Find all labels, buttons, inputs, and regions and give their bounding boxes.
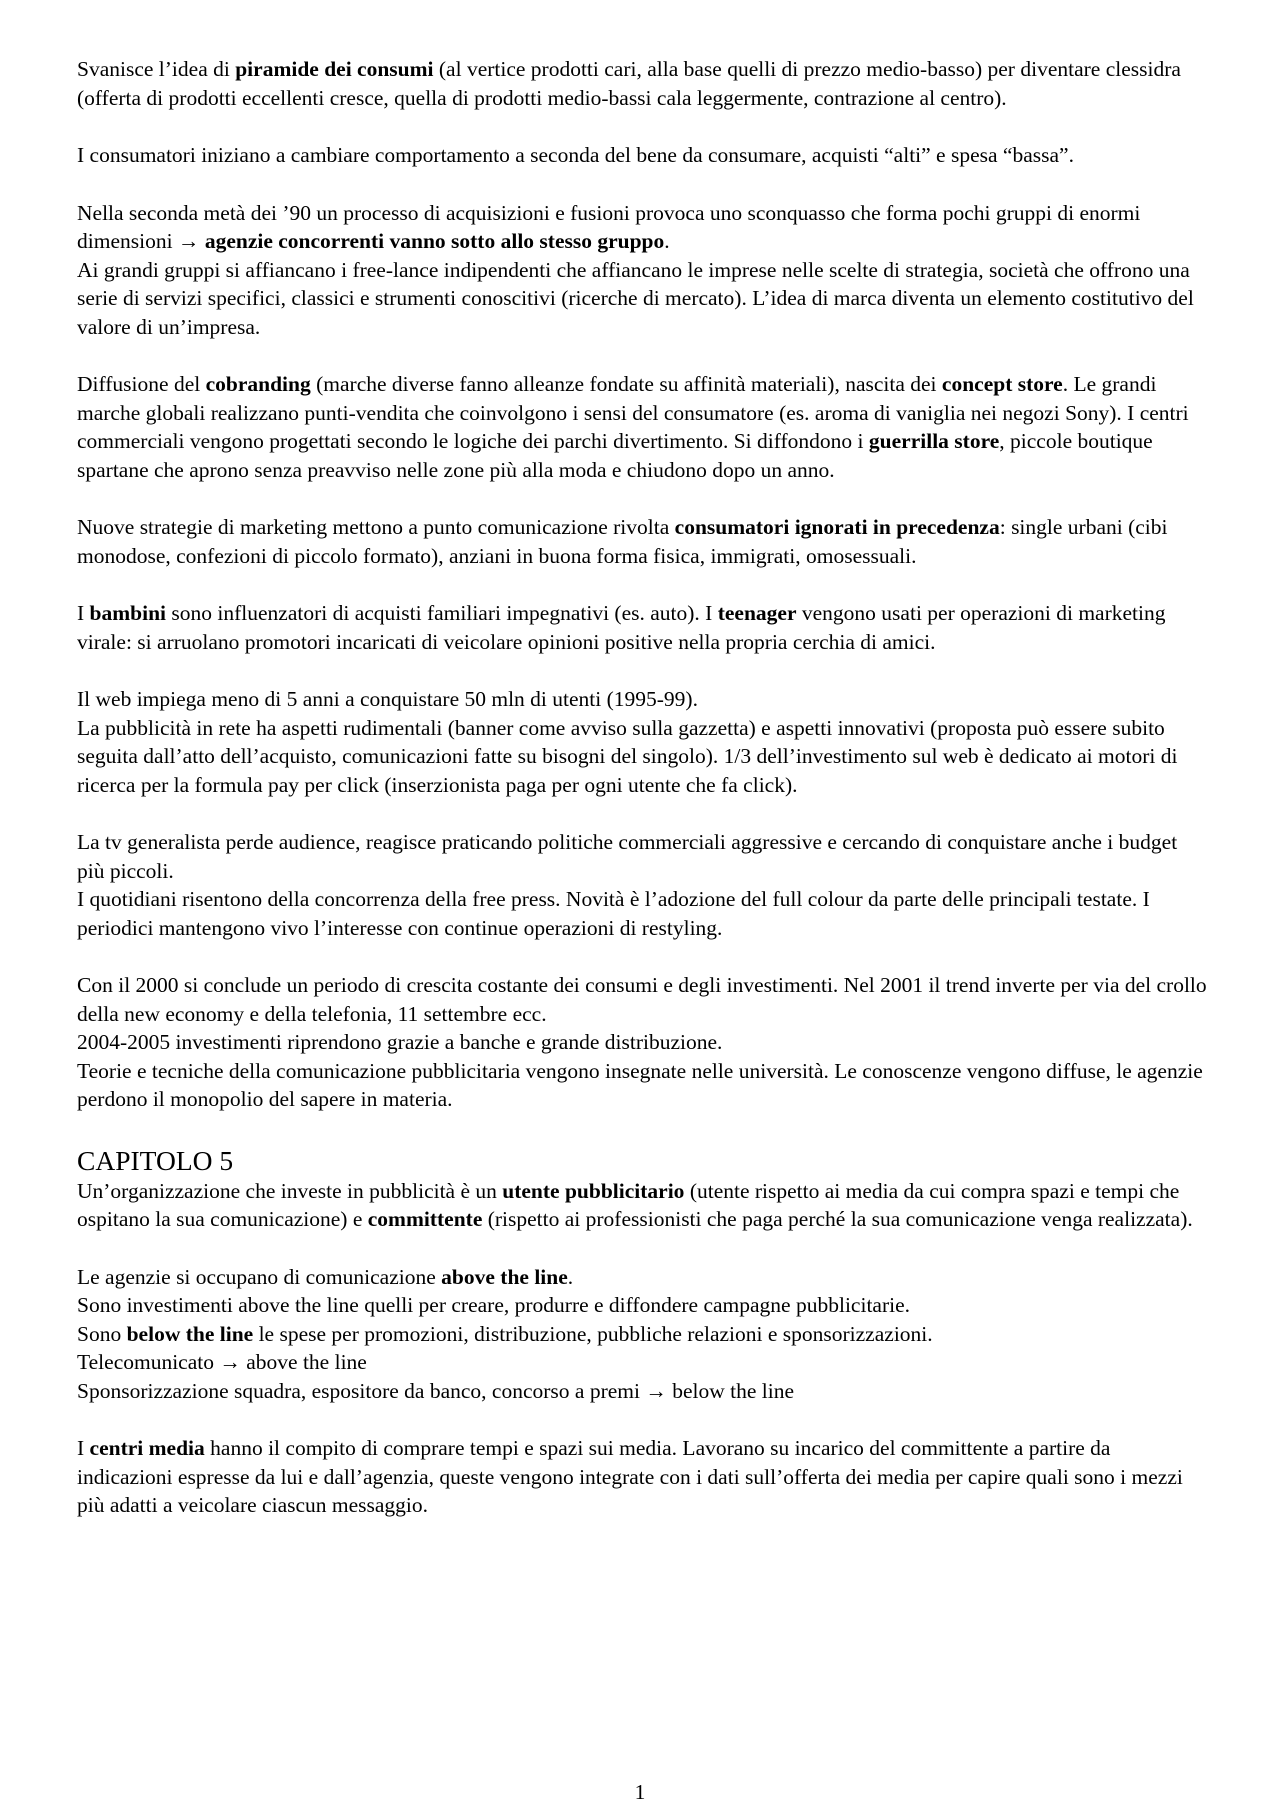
- bold-term: centri media: [89, 1436, 205, 1460]
- text-run: Teorie e tecniche della comunicazione pubblicitaria vengono insegnate nelle università. Le conoscenze vengono diffuse, le agenzie perdono il monopolio del sapere in materia.: [77, 1058, 1203, 1111]
- text-run: Con il 2000 si conclude un periodo di crescita costante dei consumi e degli investimenti. Nel 2001 il trend inverte per via del crollo della new economy e della telefonia, 11 settembre ecc.: [77, 973, 1207, 1026]
- text-run: (rispetto ai professionisti che paga perché la sua comunicazione venga realizzata).: [482, 1207, 1193, 1231]
- bold-term: above the line: [441, 1264, 568, 1289]
- text-run: Svanisce l’idea di: [77, 57, 236, 81]
- page-number: 1: [634, 1780, 646, 1804]
- text-run: La pubblicità in rete ha aspetti rudimentali (banner come avviso sulla gazzetta) e aspetti innovativi (proposta può essere subito seguita dall’atto dell’acquisto, comunicazioni fatte su bisogni del singolo). 1/3 dell’investimento sul web è dedicato ai motori di ricerca per la formula pay per click (inserzionista paga per ogni utente che fa click).: [77, 715, 1178, 797]
- text-run: Il web impiega meno di 5 anni a conquistare 50 mln di utenti (1995-99).: [77, 687, 698, 711]
- bold-term: piramide dei consumi: [235, 57, 434, 81]
- text-run: Nuove strategie di marketing mettono a punto comunicazione rivolta: [77, 515, 675, 539]
- paragraph-tv: [77, 828, 1207, 942]
- paragraph-acquisizioni: [77, 199, 1207, 342]
- paragraph-piramide: [77, 55, 1207, 112]
- bold-term: committente: [367, 1207, 483, 1231]
- bold-term: cobranding: [205, 372, 311, 396]
- bold-term: guerrilla store: [868, 429, 1000, 453]
- paragraph-utente: [77, 1177, 1207, 1234]
- text-run: (al vertice prodotti cari, alla base quelli di prezzo medio-basso) per diventare clessidra (offerta di prodotti eccellenti cresce, quella di prodotti medio-bassi cala leggermente, contrazione al centro).: [77, 57, 1181, 110]
- text-run: Ai grandi gruppi si affiancano i free-lance indipendenti che affiancano le imprese nelle scelte di strategia, società che offrono una serie di servizi specifici, classici e strumenti conoscitivi (ricerche di mercato). L’idea di marca diventa un elemento costitutivo del valore di un’impresa.: [77, 257, 1194, 339]
- paragraph-cobranding: [77, 370, 1207, 484]
- paragraph-above-below: [77, 1263, 1207, 1406]
- text-run: La tv generalista perde audience, reagisce praticando politiche commerciali aggressive e cercando di conquistare anche i budget più piccoli.: [77, 830, 1178, 883]
- paragraph-centri-media: [77, 1434, 1207, 1520]
- text-run: I: [77, 1436, 90, 1460]
- text-run: (utente rispetto ai media da cui compra spazi e tempi che ospitano la sua comunicazione) e: [77, 1178, 1180, 1231]
- text-run: hanno il compito di comprare tempi e spazi sui media. Lavorano su incarico del committente a partire da indicazioni espresse da lui e dall’agenzia, queste vengono integrate con i dati sull’offerta dei media per capire quali sono i mezzi più adatti a veicolare ciascun messaggio.: [77, 1436, 1183, 1517]
- text-run: .: [567, 1264, 574, 1289]
- text-run: Nella seconda metà dei ’90 un processo di acquisizioni e fusioni provoca uno sconquasso che forma pochi gruppi di enormi dimensioni →: [77, 200, 1141, 253]
- text-run: vengono usati per operazioni di marketing virale: si arruolano promotori incaricati di veicolare opinioni positive nella propria cerchia di amici.: [77, 601, 1166, 654]
- text-run: Diffusione del: [77, 372, 206, 396]
- bold-term: below the line: [126, 1321, 254, 1346]
- paragraph-2000: [77, 971, 1207, 1114]
- text-run: Sono: [77, 1321, 127, 1346]
- text-run: , piccole boutique spartane che aprono senza preavviso nelle zone più alla moda e chiudono dopo un anno.: [77, 429, 1153, 482]
- bold-term: teenager: [717, 601, 797, 625]
- bold-term: agenzie concorrenti vanno sotto allo stesso gruppo: [204, 229, 665, 253]
- document-page: [77, 55, 1207, 1520]
- text-run: . Le grandi marche globali realizzano punti-vendita che coinvolgono i sensi del consumatore (es. aroma di vaniglia nei negozi Sony). I centri commerciali vengono progettati secondo le logiche dei parchi divertimento. Si diffondono i: [77, 372, 1189, 453]
- paragraph-consumatori: I consumatori iniziano a cambiare comportamento a seconda del bene da consumare, acquisti “alti” e spesa “bassa”.: [77, 143, 1074, 167]
- text-run: Un’organizzazione che investe in pubblicità è un: [77, 1178, 503, 1203]
- text-run: Sponsorizzazione squadra, espositore da banco, concorso a premi → below the line: [77, 1378, 795, 1403]
- bold-term: concept store: [941, 372, 1063, 396]
- text-run: Sono investimenti above the line quelli per creare, produrre e diffondere campagne pubblicitarie.: [77, 1293, 911, 1317]
- bold-term: consumatori ignorati in precedenza: [674, 515, 1000, 539]
- text-run: (marche diverse fanno alleanze fondate su affinità materiali), nascita dei: [310, 372, 942, 396]
- paragraph-web: [77, 685, 1207, 799]
- text-run: sono influenzatori di acquisti familiari impegnativi (es. auto). I: [166, 601, 718, 625]
- text-run: I: [77, 601, 90, 625]
- chapter-heading: CAPITOLO 5: [77, 1144, 234, 1176]
- bold-term: bambini: [89, 601, 167, 625]
- text-run: Le agenzie si occupano di comunicazione: [77, 1264, 442, 1289]
- text-run: le spese per promozioni, distribuzione, pubbliche relazioni e sponsorizzazioni.: [253, 1321, 933, 1346]
- paragraph-strategie: [77, 513, 1207, 570]
- paragraph-bambini: [77, 599, 1207, 656]
- text-run: 2004-2005 investimenti riprendono grazie a banche e grande distribuzione.: [77, 1030, 723, 1054]
- text-run: .: [664, 229, 670, 253]
- text-run: Telecomunicato → above the line: [77, 1350, 367, 1374]
- text-run: : single urbani (cibi monodose, confezioni di piccolo formato), anziani in buona forma fisica, immigrati, omosessuali.: [77, 515, 1168, 568]
- text-run: I quotidiani risentono della concorrenza della free press. Novità è l’adozione del full colour da parte delle principali testate. I periodici mantengono vivo l’interesse con continue operazioni di restyling.: [77, 887, 1150, 940]
- bold-term: utente pubblicitario: [502, 1178, 685, 1203]
